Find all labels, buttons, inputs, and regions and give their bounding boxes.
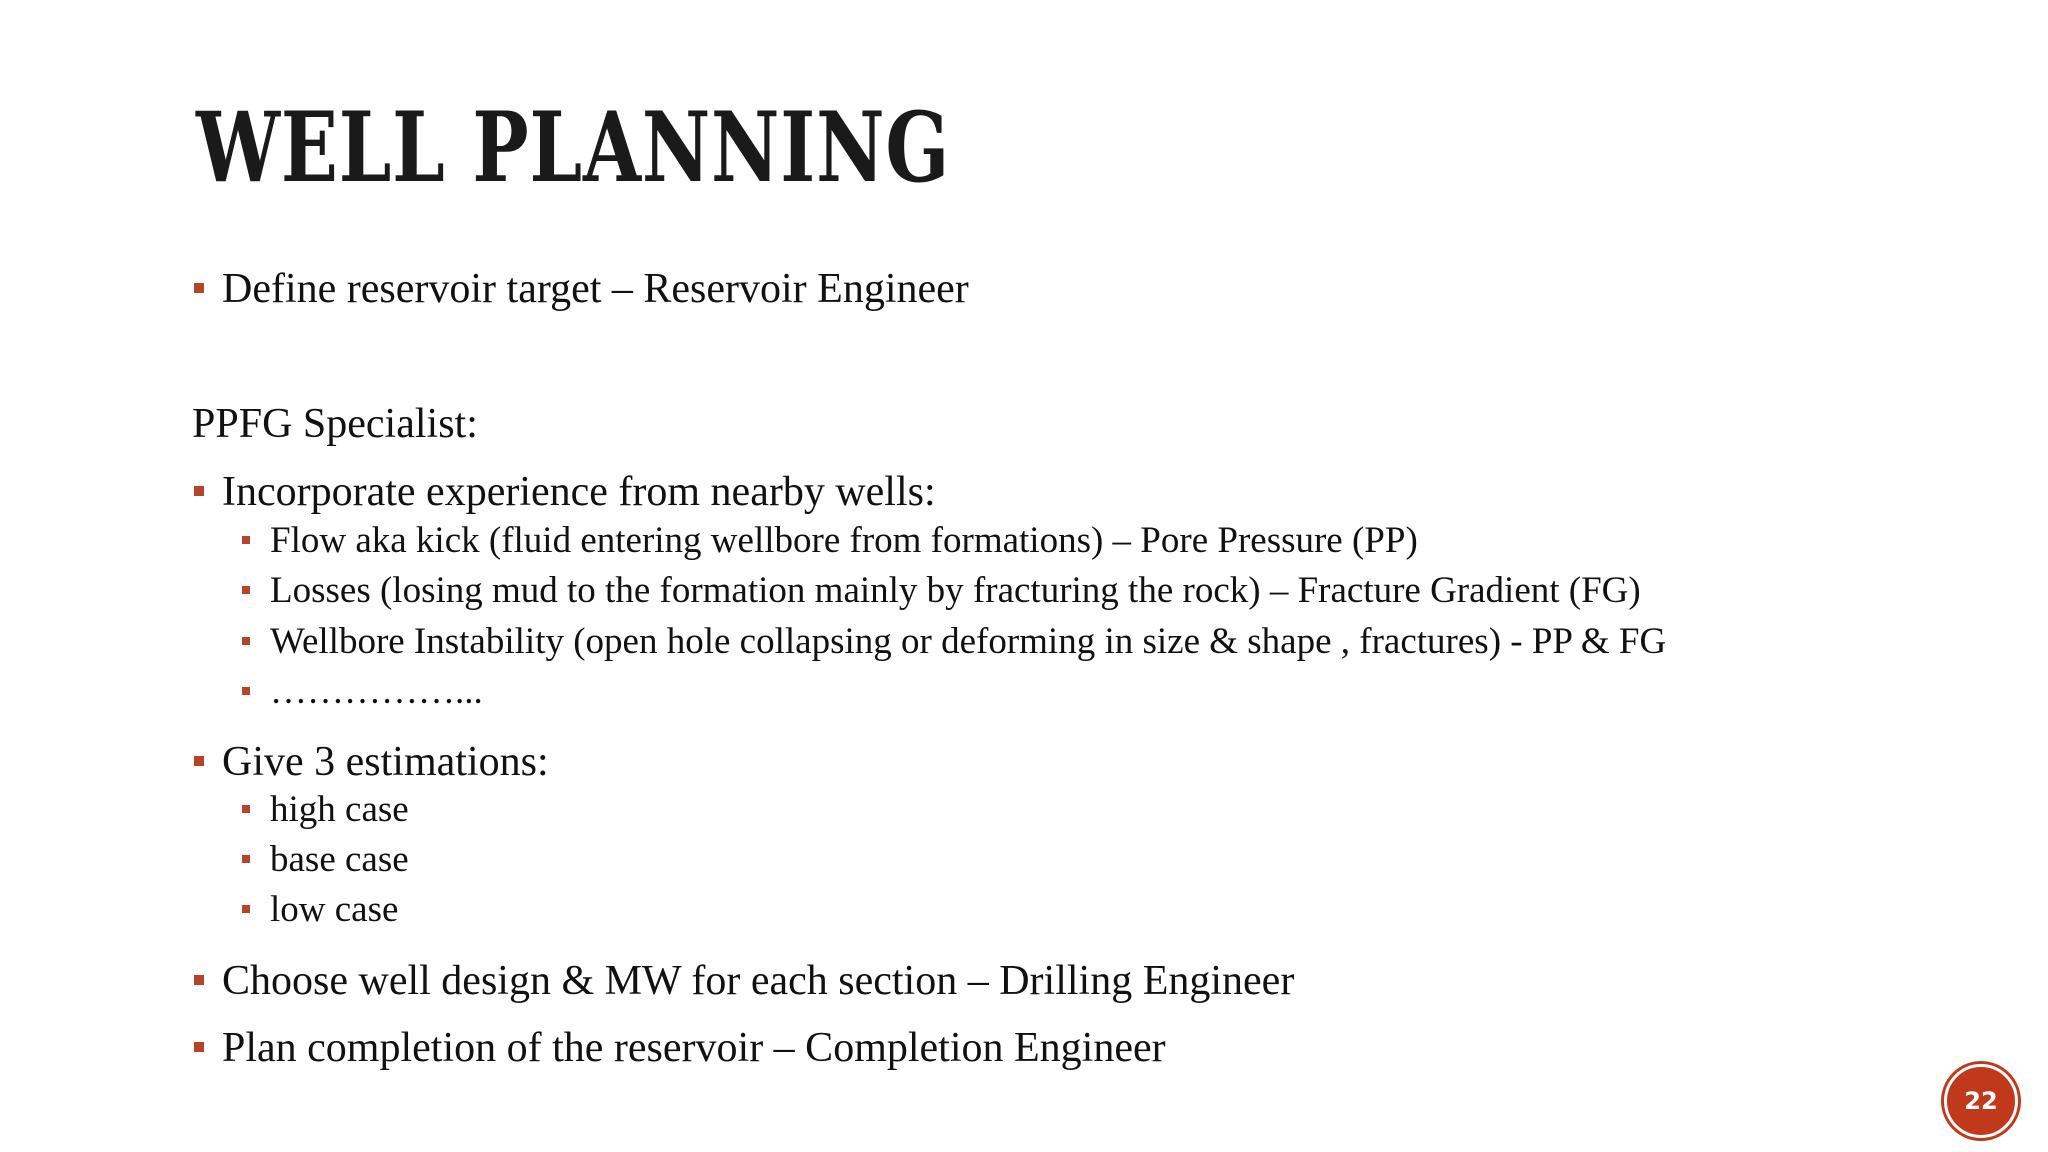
bullet-item-completion: Plan completion of the reservoir – Completion Engineer [222,1025,1166,1071]
sub-bullet-icon [242,586,250,594]
slide-number: 22 [1964,1087,1998,1115]
bullet-icon [194,486,204,496]
bullet-icon [194,756,204,766]
sub-bullet-icon [242,805,250,813]
sub-bullet-icon [242,637,250,645]
sub-item-wellbore-instability: Wellbore Instability (open hole collapsing or deforming in size & shape , fractures) - PP & FG [270,621,1667,662]
bullet-item-well-design: Choose well design & MW for each section – Drilling Engineer [222,958,1295,1004]
slide-number-badge [1944,1064,2018,1138]
sub-bullet-icon [242,905,250,913]
sub-bullet-icon [242,536,250,544]
slide-title: WELL PLANNING [196,91,951,204]
bullet-icon [194,975,204,985]
sub-item-high-case: high case [270,789,409,830]
sub-item-flow-kick: Flow aka kick (fluid entering wellbore from formations) – Pore Pressure (PP) [270,520,1418,561]
bullet-item-nearby-wells: Incorporate experience from nearby wells: [222,469,936,515]
sub-item-low-case: low case [270,889,399,930]
section-heading-ppfg: PPFG Specialist: [192,401,478,447]
bullet-icon [194,283,204,293]
bullet-icon [194,1042,204,1052]
bullet-item-reservoir-target: Define reservoir target – Reservoir Engineer [222,266,969,312]
sub-item-losses: Losses (losing mud to the formation mainly by fracturing the rock) – Fracture Gradient (FG) [270,570,1641,611]
sub-bullet-icon [242,687,250,695]
sub-item-base-case: base case [270,839,409,880]
sub-item-ellipsis: ……………... [270,671,483,712]
sub-bullet-icon [242,855,250,863]
bullet-item-estimations: Give 3 estimations: [222,739,549,785]
